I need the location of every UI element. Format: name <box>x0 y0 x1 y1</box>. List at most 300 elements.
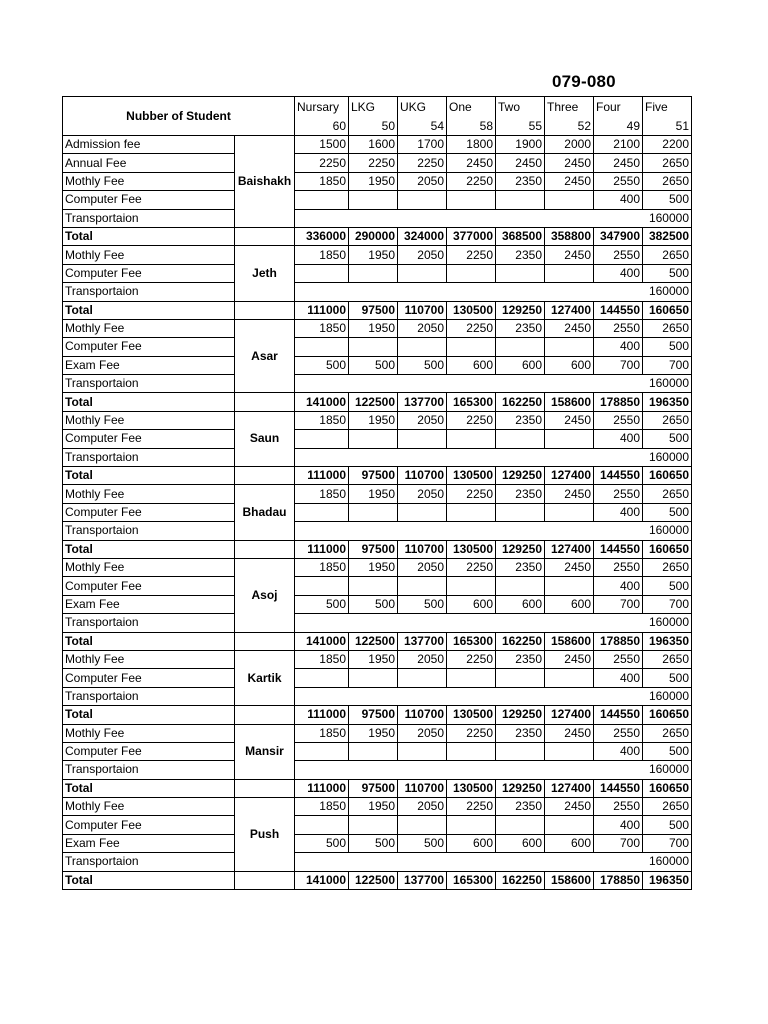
fee-amount <box>295 338 349 356</box>
total-amount: 382500 <box>643 227 692 245</box>
fee-amount: 1950 <box>349 798 398 816</box>
total-label: Total <box>63 632 235 650</box>
fee-amount <box>349 191 398 209</box>
fee-amount: 1950 <box>349 319 398 337</box>
fee-amount: 2550 <box>594 724 643 742</box>
fee-row <box>63 834 692 852</box>
fee-label: Computer Fee <box>63 430 235 448</box>
total-amount: 130500 <box>447 301 496 319</box>
transport-fee: 160000 <box>295 283 692 301</box>
fee-amount: 1950 <box>349 172 398 190</box>
total-row <box>63 632 692 650</box>
total-amount: 178850 <box>594 393 643 411</box>
total-amount: 141000 <box>295 393 349 411</box>
fee-amount: 2050 <box>398 724 447 742</box>
fee-amount <box>496 191 545 209</box>
fee-amount: 2550 <box>594 650 643 668</box>
fee-label: Transportaion <box>63 375 235 393</box>
fee-amount: 1850 <box>295 319 349 337</box>
fee-amount <box>545 191 594 209</box>
header-class-row <box>63 97 692 118</box>
fee-amount <box>496 338 545 356</box>
fee-label: Mothly Fee <box>63 558 235 576</box>
fee-amount: 1950 <box>349 558 398 576</box>
total-amount: 144550 <box>594 540 643 558</box>
fee-row <box>63 191 692 209</box>
fee-amount: 2550 <box>594 411 643 429</box>
total-amount: 165300 <box>447 393 496 411</box>
fee-label: Transportaion <box>63 283 235 301</box>
fee-row <box>63 816 692 834</box>
fee-amount <box>496 264 545 282</box>
fee-amount <box>349 430 398 448</box>
total-amount: 127400 <box>545 706 594 724</box>
month-spacer <box>235 540 295 558</box>
total-amount: 178850 <box>594 871 643 889</box>
fee-amount: 1850 <box>295 558 349 576</box>
fee-row <box>63 356 692 374</box>
total-amount: 110700 <box>398 540 447 558</box>
total-amount: 129250 <box>496 540 545 558</box>
fee-amount: 2250 <box>447 246 496 264</box>
fee-amount <box>398 577 447 595</box>
fee-amount: 500 <box>398 834 447 852</box>
total-amount: 162250 <box>496 871 545 889</box>
fee-label: Exam Fee <box>63 356 235 374</box>
total-amount: 137700 <box>398 632 447 650</box>
fee-amount <box>398 264 447 282</box>
fee-amount: 1950 <box>349 724 398 742</box>
fee-amount <box>349 577 398 595</box>
total-amount: 160650 <box>643 779 692 797</box>
fee-amount: 2250 <box>447 650 496 668</box>
total-amount: 196350 <box>643 632 692 650</box>
fee-amount <box>398 191 447 209</box>
fee-amount: 2350 <box>496 724 545 742</box>
class-name: One <box>447 97 496 118</box>
fee-amount: 2200 <box>643 136 692 154</box>
fee-amount <box>295 577 349 595</box>
fee-amount: 700 <box>594 595 643 613</box>
total-amount: 111000 <box>295 540 349 558</box>
student-count: 51 <box>643 118 692 136</box>
total-label: Total <box>63 393 235 411</box>
fee-amount: 2650 <box>643 246 692 264</box>
fee-label: Mothly Fee <box>63 246 235 264</box>
total-amount: 160650 <box>643 301 692 319</box>
fee-amount <box>398 503 447 521</box>
total-label: Total <box>63 706 235 724</box>
fee-amount: 700 <box>643 595 692 613</box>
month-spacer <box>235 467 295 485</box>
total-amount: 129250 <box>496 779 545 797</box>
fee-amount: 500 <box>349 356 398 374</box>
fee-amount: 2250 <box>447 485 496 503</box>
fee-amount: 2450 <box>545 319 594 337</box>
fee-amount: 1850 <box>295 650 349 668</box>
student-count: 52 <box>545 118 594 136</box>
fee-amount: 2450 <box>545 172 594 190</box>
fee-label: Mothly Fee <box>63 485 235 503</box>
fee-amount: 1950 <box>349 246 398 264</box>
fee-amount: 2650 <box>643 650 692 668</box>
fee-label: Exam Fee <box>63 834 235 852</box>
fee-amount: 2550 <box>594 558 643 576</box>
fee-amount <box>447 577 496 595</box>
fee-row <box>63 172 692 190</box>
fee-amount: 2250 <box>447 798 496 816</box>
year-title: 079-080 <box>552 72 616 91</box>
fee-amount: 1850 <box>295 246 349 264</box>
fee-row <box>63 136 692 154</box>
fee-row <box>63 246 692 264</box>
total-amount: 141000 <box>295 632 349 650</box>
month-name: Bhadau <box>235 485 295 540</box>
fee-row <box>63 577 692 595</box>
total-amount: 127400 <box>545 540 594 558</box>
total-amount: 368500 <box>496 227 545 245</box>
fee-amount <box>349 503 398 521</box>
total-amount: 110700 <box>398 706 447 724</box>
total-row <box>63 779 692 797</box>
fee-amount: 400 <box>594 742 643 760</box>
fee-amount: 2050 <box>398 650 447 668</box>
fee-amount <box>295 264 349 282</box>
class-name: Two <box>496 97 545 118</box>
fee-amount <box>496 816 545 834</box>
class-name: Four <box>594 97 643 118</box>
fee-amount: 600 <box>496 595 545 613</box>
month-spacer <box>235 871 295 889</box>
fee-row <box>63 558 692 576</box>
total-label: Total <box>63 227 235 245</box>
fee-amount: 1950 <box>349 485 398 503</box>
fee-amount: 700 <box>594 834 643 852</box>
fee-amount: 2250 <box>295 154 349 172</box>
fee-amount <box>295 430 349 448</box>
fee-label: Computer Fee <box>63 503 235 521</box>
fee-row <box>63 614 692 632</box>
fee-label: Mothly Fee <box>63 172 235 190</box>
total-label: Total <box>63 301 235 319</box>
fee-amount: 500 <box>643 577 692 595</box>
fee-amount: 2050 <box>398 798 447 816</box>
fee-amount <box>496 669 545 687</box>
fee-amount: 500 <box>295 595 349 613</box>
fee-amount <box>545 430 594 448</box>
fee-amount: 500 <box>643 338 692 356</box>
total-amount: 110700 <box>398 467 447 485</box>
fee-amount: 2650 <box>643 154 692 172</box>
fee-amount <box>545 577 594 595</box>
total-amount: 127400 <box>545 301 594 319</box>
fee-amount: 2250 <box>398 154 447 172</box>
month-name: Jeth <box>235 246 295 301</box>
fee-amount <box>496 503 545 521</box>
fee-amount: 2250 <box>349 154 398 172</box>
fee-amount: 2450 <box>545 798 594 816</box>
fee-amount: 600 <box>447 834 496 852</box>
fee-row <box>63 742 692 760</box>
fee-amount: 1700 <box>398 136 447 154</box>
fee-label: Transportaion <box>63 687 235 705</box>
total-amount: 141000 <box>295 871 349 889</box>
student-count: 60 <box>295 118 349 136</box>
fee-amount: 1950 <box>349 411 398 429</box>
fee-row <box>63 448 692 466</box>
fee-amount: 600 <box>545 834 594 852</box>
fee-row <box>63 485 692 503</box>
fee-amount: 500 <box>643 503 692 521</box>
fee-amount: 2050 <box>398 485 447 503</box>
total-amount: 130500 <box>447 706 496 724</box>
fee-amount: 600 <box>545 595 594 613</box>
fee-amount: 2450 <box>545 724 594 742</box>
fee-amount: 2350 <box>496 172 545 190</box>
student-count: 54 <box>398 118 447 136</box>
fee-amount: 700 <box>643 356 692 374</box>
fee-amount <box>545 503 594 521</box>
fee-amount: 500 <box>295 834 349 852</box>
fee-amount: 1850 <box>295 411 349 429</box>
fee-amount: 2450 <box>594 154 643 172</box>
total-amount: 129250 <box>496 301 545 319</box>
total-amount: 144550 <box>594 467 643 485</box>
fee-amount: 2450 <box>545 650 594 668</box>
fee-amount: 2350 <box>496 246 545 264</box>
fee-row <box>63 154 692 172</box>
total-amount: 111000 <box>295 779 349 797</box>
fee-amount: 2550 <box>594 246 643 264</box>
fee-label: Transportaion <box>63 614 235 632</box>
fee-amount <box>447 338 496 356</box>
table-body <box>63 97 692 890</box>
fee-amount: 2650 <box>643 485 692 503</box>
fee-amount <box>545 338 594 356</box>
fee-amount: 2450 <box>545 485 594 503</box>
total-amount: 358800 <box>545 227 594 245</box>
fee-amount: 2650 <box>643 172 692 190</box>
fee-label: Mothly Fee <box>63 798 235 816</box>
fee-amount <box>545 264 594 282</box>
month-name: Push <box>235 798 295 872</box>
total-label: Total <box>63 779 235 797</box>
fee-amount: 1500 <box>295 136 349 154</box>
total-label: Total <box>63 467 235 485</box>
fee-amount: 400 <box>594 816 643 834</box>
fee-amount: 2350 <box>496 319 545 337</box>
fee-amount: 2650 <box>643 411 692 429</box>
fee-amount <box>447 430 496 448</box>
fee-row <box>63 687 692 705</box>
month-spacer <box>235 706 295 724</box>
fee-amount: 2450 <box>545 411 594 429</box>
student-count: 50 <box>349 118 398 136</box>
fee-amount: 2250 <box>447 724 496 742</box>
total-amount: 162250 <box>496 393 545 411</box>
fee-amount: 2450 <box>545 246 594 264</box>
total-amount: 290000 <box>349 227 398 245</box>
fee-amount <box>398 338 447 356</box>
fee-label: Transportaion <box>63 448 235 466</box>
transport-fee: 160000 <box>295 448 692 466</box>
fee-amount <box>545 669 594 687</box>
fee-amount: 2550 <box>594 485 643 503</box>
fee-amount: 2350 <box>496 411 545 429</box>
fee-row <box>63 724 692 742</box>
month-name: Asoj <box>235 558 295 632</box>
fee-amount <box>349 742 398 760</box>
total-amount: 165300 <box>447 871 496 889</box>
fee-amount <box>295 742 349 760</box>
fee-amount <box>349 264 398 282</box>
fee-amount: 600 <box>545 356 594 374</box>
transport-fee: 160000 <box>295 761 692 779</box>
total-amount: 129250 <box>496 706 545 724</box>
fee-amount: 400 <box>594 264 643 282</box>
fee-amount: 2650 <box>643 798 692 816</box>
total-amount: 324000 <box>398 227 447 245</box>
fee-amount <box>349 338 398 356</box>
total-amount: 111000 <box>295 467 349 485</box>
fee-amount: 400 <box>594 191 643 209</box>
total-amount: 158600 <box>545 393 594 411</box>
total-amount: 144550 <box>594 779 643 797</box>
fee-amount <box>295 191 349 209</box>
fee-label: Computer Fee <box>63 191 235 209</box>
total-amount: 160650 <box>643 467 692 485</box>
total-amount: 97500 <box>349 540 398 558</box>
total-amount: 144550 <box>594 301 643 319</box>
class-name: Nursary <box>295 97 349 118</box>
total-amount: 130500 <box>447 540 496 558</box>
fee-amount: 500 <box>349 834 398 852</box>
fee-amount <box>295 816 349 834</box>
fee-amount: 1850 <box>295 724 349 742</box>
month-name: Asar <box>235 319 295 393</box>
fee-amount: 2650 <box>643 319 692 337</box>
total-amount: 129250 <box>496 467 545 485</box>
total-amount: 196350 <box>643 393 692 411</box>
fee-amount: 400 <box>594 338 643 356</box>
fee-amount: 2350 <box>496 485 545 503</box>
transport-fee: 160000 <box>295 853 692 871</box>
month-spacer <box>235 393 295 411</box>
fee-amount <box>398 669 447 687</box>
fee-amount: 2550 <box>594 798 643 816</box>
month-name: Baishakh <box>235 136 295 228</box>
total-amount: 377000 <box>447 227 496 245</box>
student-count: 49 <box>594 118 643 136</box>
fee-amount: 400 <box>594 669 643 687</box>
total-amount: 347900 <box>594 227 643 245</box>
fee-amount: 1800 <box>447 136 496 154</box>
fee-amount <box>349 816 398 834</box>
fee-amount <box>398 816 447 834</box>
total-amount: 97500 <box>349 779 398 797</box>
total-amount: 130500 <box>447 467 496 485</box>
fee-amount: 500 <box>643 191 692 209</box>
total-row <box>63 540 692 558</box>
fee-amount: 2050 <box>398 246 447 264</box>
total-amount: 137700 <box>398 871 447 889</box>
fee-label: Computer Fee <box>63 816 235 834</box>
fee-amount <box>545 816 594 834</box>
fee-amount <box>496 430 545 448</box>
fee-amount: 1850 <box>295 798 349 816</box>
fee-row <box>63 669 692 687</box>
month-spacer <box>235 632 295 650</box>
fee-row <box>63 209 692 227</box>
fee-amount: 500 <box>398 595 447 613</box>
month-name: Saun <box>235 411 295 466</box>
fee-amount: 2250 <box>447 319 496 337</box>
transport-fee: 160000 <box>295 687 692 705</box>
fee-row <box>63 798 692 816</box>
fee-amount: 500 <box>295 356 349 374</box>
fee-label: Transportaion <box>63 761 235 779</box>
fee-row <box>63 264 692 282</box>
month-spacer <box>235 779 295 797</box>
fee-amount <box>447 816 496 834</box>
fee-amount: 2650 <box>643 558 692 576</box>
fee-amount: 2250 <box>447 558 496 576</box>
fee-amount: 2000 <box>545 136 594 154</box>
fee-label: Mothly Fee <box>63 650 235 668</box>
fee-label: Computer Fee <box>63 742 235 760</box>
fee-amount: 2250 <box>447 172 496 190</box>
total-amount: 178850 <box>594 632 643 650</box>
fee-row <box>63 430 692 448</box>
student-count: 55 <box>496 118 545 136</box>
fee-row <box>63 853 692 871</box>
fee-amount: 500 <box>643 264 692 282</box>
fee-amount: 1850 <box>295 485 349 503</box>
total-amount: 158600 <box>545 632 594 650</box>
month-name: Mansir <box>235 724 295 779</box>
student-count: 58 <box>447 118 496 136</box>
fee-amount <box>496 577 545 595</box>
fee-amount: 2550 <box>594 172 643 190</box>
fee-amount <box>398 742 447 760</box>
total-amount: 127400 <box>545 467 594 485</box>
fee-label: Computer Fee <box>63 669 235 687</box>
total-label: Total <box>63 540 235 558</box>
fee-amount: 2250 <box>447 411 496 429</box>
class-name: LKG <box>349 97 398 118</box>
fee-amount: 2350 <box>496 650 545 668</box>
fee-amount: 2050 <box>398 411 447 429</box>
class-name: Five <box>643 97 692 118</box>
fee-amount: 400 <box>594 503 643 521</box>
fee-amount: 500 <box>643 430 692 448</box>
total-amount: 110700 <box>398 301 447 319</box>
total-amount: 122500 <box>349 632 398 650</box>
total-amount: 130500 <box>447 779 496 797</box>
fee-label: Computer Fee <box>63 264 235 282</box>
fee-label: Annual Fee <box>63 154 235 172</box>
transport-fee: 160000 <box>295 209 692 227</box>
total-row <box>63 393 692 411</box>
fee-amount: 1950 <box>349 650 398 668</box>
fee-amount <box>447 191 496 209</box>
fee-label: Mothly Fee <box>63 411 235 429</box>
fee-amount: 700 <box>643 834 692 852</box>
fee-amount: 2350 <box>496 798 545 816</box>
fee-amount: 700 <box>594 356 643 374</box>
total-amount: 122500 <box>349 871 398 889</box>
fee-amount: 600 <box>496 834 545 852</box>
